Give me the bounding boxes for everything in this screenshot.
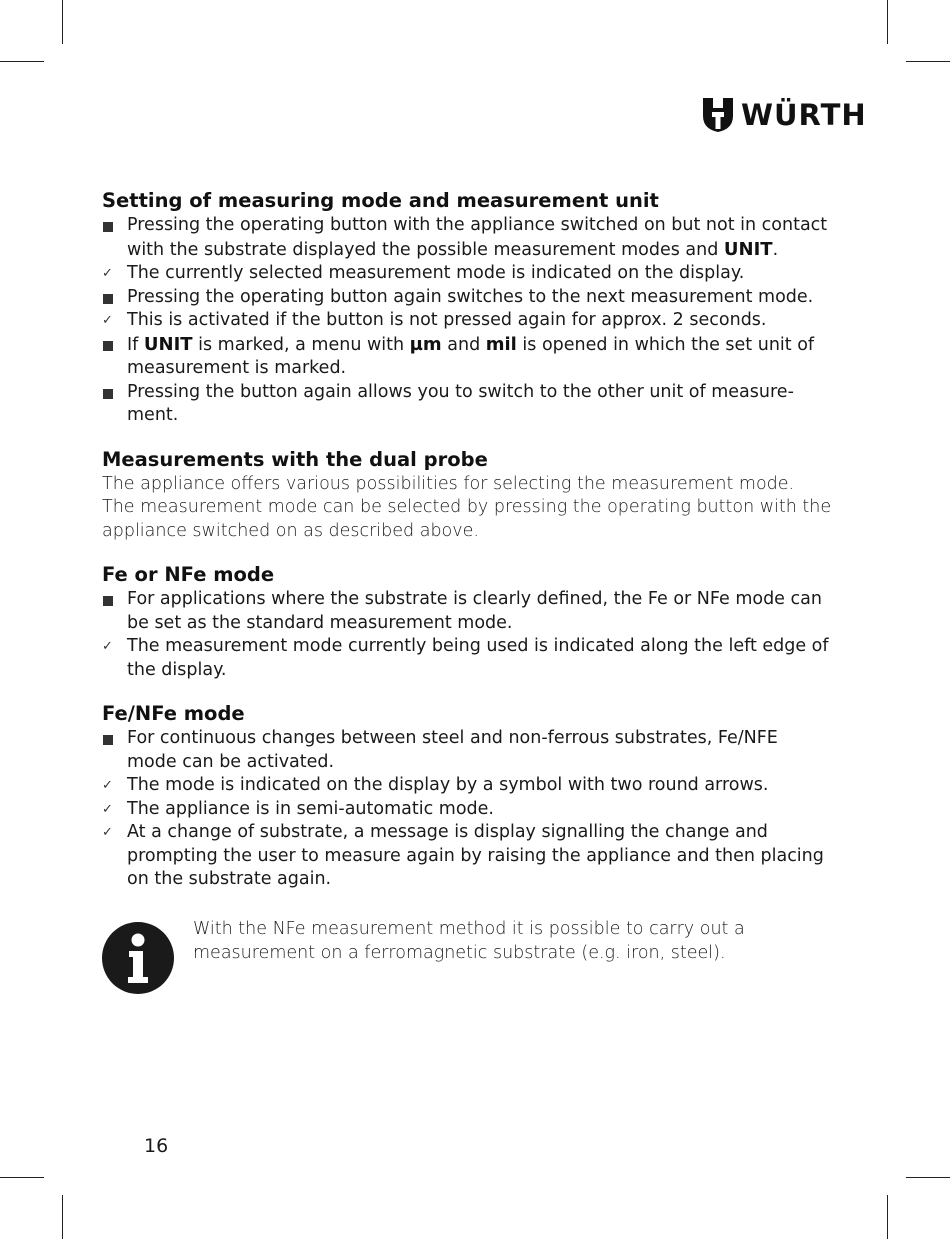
- wurth-logo-text: WÜRTH: [741, 98, 867, 132]
- list-item: If UNIT is marked, a menu with µm and mil is opened in which the set unit of measurement is marked.: [102, 333, 832, 381]
- square-bullet-icon: [103, 341, 113, 351]
- list-item: For applications where the substrate is clearly defined, the Fe or NFe mode can be set as the standard measurement mode.: [102, 588, 832, 635]
- list-item: ✓ The currently selected measurement mode is indicated on the display.: [102, 262, 832, 286]
- list-item: ✓ The measurement mode currently being used is indicated along the left edge of the display.: [102, 636, 829, 680]
- crop-mark: [0, 61, 44, 62]
- unit-keyword: UNIT: [723, 238, 773, 260]
- check-bullet-icon: ✓: [102, 639, 113, 654]
- section-heading: Fe/NFe mode: [102, 702, 245, 725]
- wurth-logo: [701, 96, 871, 134]
- list-item: Pressing the operating button with the appliance switched on but not in contact with the substrate displayed the possible measurement modes and UNIT.: [102, 214, 832, 262]
- mil-keyword: mil: [485, 333, 517, 355]
- square-bullet-icon: [103, 389, 113, 399]
- micrometer-keyword: µm: [409, 333, 442, 355]
- paragraph: The appliance offers various possibilities for selecting the measurement mode. The measurement mode can be selected by pressing the operating button with the appliance switched on as described above.: [102, 473, 832, 541]
- square-bullet-icon: [103, 735, 113, 745]
- page-number: 16: [144, 1135, 169, 1157]
- list-item: Pressing the operating button again switches to the next measurement mode.: [102, 286, 832, 310]
- check-bullet-icon: ✓: [102, 801, 113, 817]
- crop-mark: [906, 1177, 950, 1178]
- list-item: ✓ The mode is indicated on the display by a symbol with two round arrows.: [102, 774, 832, 798]
- list-item: ✓ At a change of substrate, a message is display signalling the change and prompting the user to measure again by raising the appliance and then placing on the substrate again.: [102, 822, 824, 889]
- bullet-list: [102, 727, 832, 892]
- crop-mark: [906, 61, 950, 62]
- list-item: For continuous changes between steel and non-ferrous substrates, Fe/NFE mode can be activated.: [102, 727, 832, 774]
- section-setting: [102, 188, 832, 428]
- check-bullet-icon: ✓: [102, 778, 113, 793]
- crop-mark: [887, 0, 888, 44]
- square-bullet-icon: [103, 596, 113, 606]
- info-text: With the NFe measurement method it is possible to carry out a measurement on a ferromagnetic substrate (e.g. iron, steel).: [193, 919, 745, 963]
- crop-mark: [62, 0, 63, 44]
- check-bullet-icon: ✓: [102, 825, 113, 840]
- section-heading: Measurements with the dual probe: [102, 447, 488, 471]
- bullet-list: [102, 214, 832, 428]
- check-bullet-icon: ✓: [102, 313, 113, 328]
- section-fe-nfe: [102, 701, 832, 892]
- crop-mark: [887, 1195, 888, 1239]
- crop-mark: [0, 1177, 44, 1178]
- crop-mark: [62, 1195, 63, 1239]
- square-bullet-icon: [103, 294, 113, 304]
- unit-keyword: UNIT: [143, 333, 193, 355]
- page-content: [102, 188, 832, 911]
- list-item: ✓ The appliance is in semi-automatic mode.: [102, 798, 832, 822]
- list-item: ✓ This is activated if the button is not pressed again for approx. 2 seconds.: [102, 309, 832, 333]
- square-bullet-icon: [103, 222, 113, 232]
- check-bullet-icon: ✓: [102, 266, 113, 281]
- list-item: Pressing the button again allows you to switch to the other unit of measure-ment.: [102, 381, 832, 428]
- info-icon: [102, 922, 174, 994]
- section-fe-or-nfe: [102, 562, 832, 682]
- bullet-list: [102, 588, 832, 682]
- section-dual-probe: [102, 447, 832, 544]
- section-heading: Fe or NFe mode: [102, 563, 275, 586]
- wurth-logo-mark-icon: [701, 96, 735, 134]
- section-heading: Setting of measuring mode and measurement unit: [102, 189, 659, 212]
